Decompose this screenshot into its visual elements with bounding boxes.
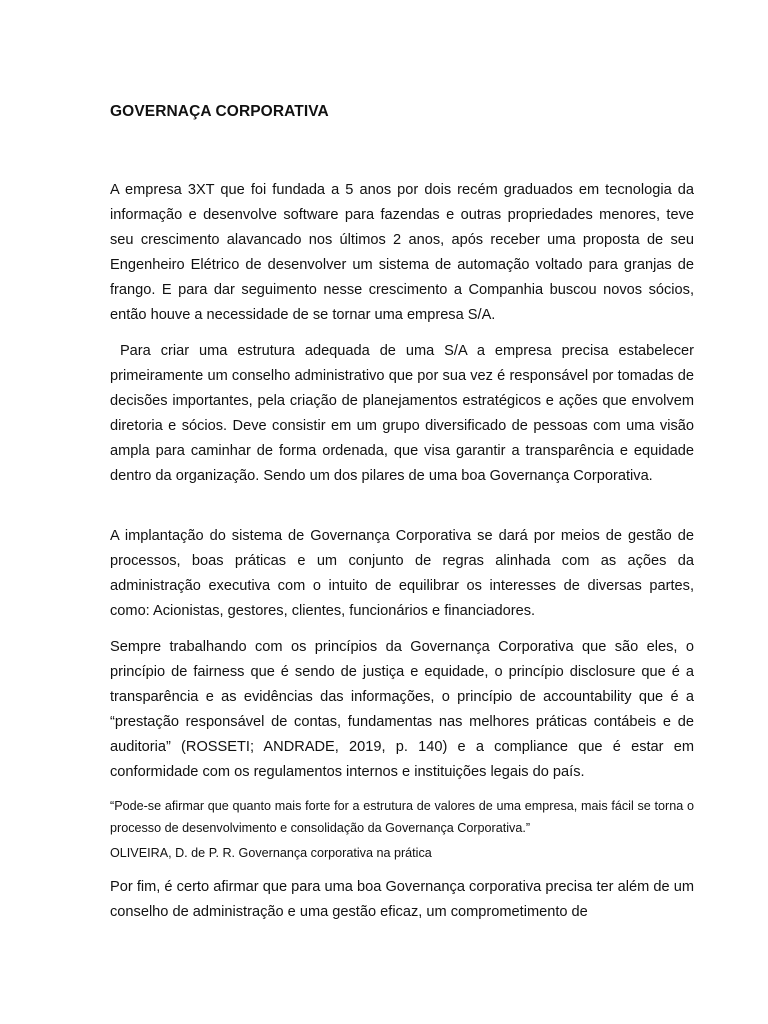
quote-citation: OLIVEIRA, D. de P. R. Governança corporativa na prática <box>110 846 432 860</box>
block-quote: “Pode-se afirmar que quanto mais forte for a estrutura de valores de uma empresa, mais fácil se torna o processo de desenvolvimento e consolidação da Governança Corporativa.” <box>110 799 694 835</box>
paragraph-principles: Sempre trabalhando com os princípios da Governança Corporativa que são eles, o princípio de fairness que é sendo de justiça e equidade, o princípio disclosure que é a transparência e as evidências das informações, o princípio de accountability que é a “prestação responsável de contas, fundamentas nas melhores práticas contábeis e de auditoria” (ROSSETI; ANDRADE, 2019, p. 140) e a compliance que é estar em conformidade com os regulamentos internos e instituições legais do país. <box>110 639 694 780</box>
paragraph-implementation: A implantação do sistema de Governança Corporativa se dará por meios de gestão de processos, boas práticas e um conjunto de regras alinhada com as ações da administração executiva com o intuito de equilibrar os interesses de diversas partes, como: Acionistas, gestores, clientes, funcionários e financiadores. <box>110 528 694 619</box>
paragraph-board-structure: Para criar uma estrutura adequada de uma S/A a empresa precisa estabelecer primeiramente um conselho administrativo que por sua vez é responsável por tomadas de decisões importantes, pela criação de planejamentos estratégicos e ações que envolvem diretoria e sócios. Deve consistir em um grupo diversificado de pessoas com uma visão ampla para caminhar de forma ordenada, que visa garantir a transparência e equidade dentro da organização. Sendo um dos pilares de uma boa Governança Corporativa. <box>110 343 699 484</box>
document-title: GOVERNAÇA CORPORATIVA <box>110 103 329 120</box>
paragraph-company-history: A empresa 3XT que foi fundada a 5 anos por dois recém graduados em tecnologia da informação e desenvolve software para fazendas e outras propriedades menores, teve seu crescimento alavancado nos últimos 2 anos, após receber uma proposta de seu Engenheiro Elétrico de desenvolver um sistema de automação voltado para granjas de frango. E para dar seguimento nesse crescimento a Companhia buscou novos sócios, então houve a necessidade de se tornar uma empresa S/A. <box>110 182 694 323</box>
paragraph-closing: Por fim, é certo afirmar que para uma boa Governança corporativa precisa ter além de um conselho de administração e uma gestão eficaz, um comprometimento de <box>110 879 694 920</box>
